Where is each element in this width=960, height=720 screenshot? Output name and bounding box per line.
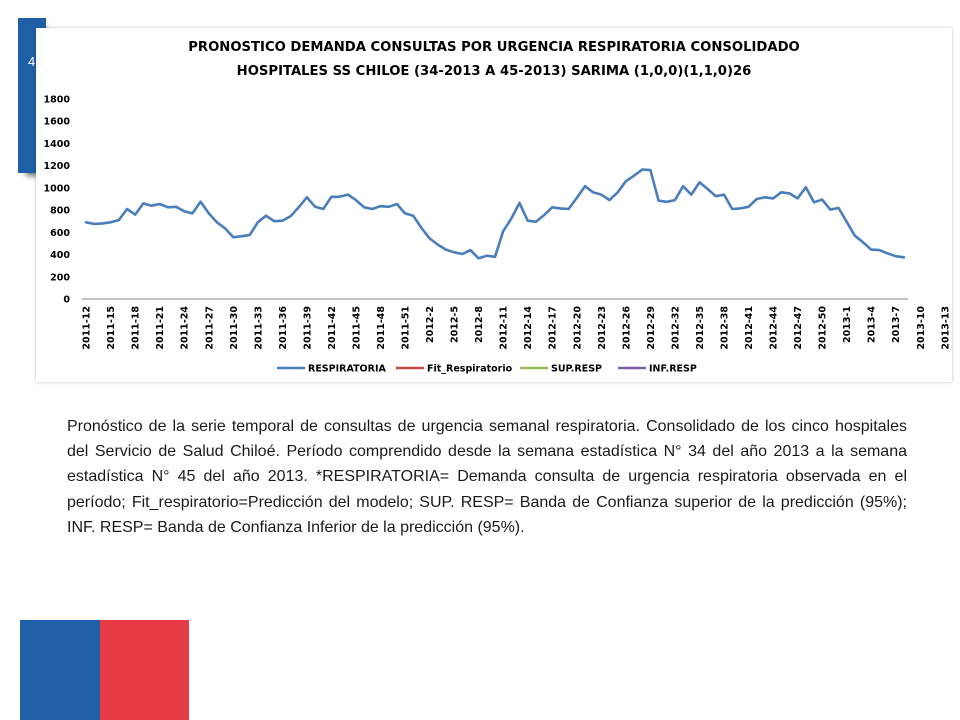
y-tick-label: 1000 bbox=[43, 183, 70, 195]
x-tick-label: 2012-5 bbox=[449, 306, 461, 343]
x-tick-label: 2012-2 bbox=[425, 306, 437, 343]
x-tick-label: 2012-32 bbox=[670, 306, 682, 350]
x-tick-label: 2011-48 bbox=[376, 306, 388, 350]
x-tick-label: 2011-15 bbox=[106, 306, 118, 350]
x-tick-label: 2012-11 bbox=[498, 306, 510, 350]
x-tick-label: 2011-24 bbox=[179, 306, 191, 350]
x-tick-label: 2011-36 bbox=[277, 306, 289, 350]
legend bbox=[277, 364, 697, 375]
x-tick-label: 2011-30 bbox=[228, 306, 240, 350]
y-tick-label: 1800 bbox=[43, 94, 70, 106]
flag-bottom-blue bbox=[20, 620, 100, 720]
y-tick-label: 1400 bbox=[43, 138, 70, 150]
x-tick-label: 2013-13 bbox=[940, 306, 952, 350]
x-tick-label: 2013-10 bbox=[915, 306, 927, 350]
y-axis bbox=[44, 95, 71, 306]
chart-title-line-1: PRONOSTICO DEMANDA CONSULTAS POR URGENCIA RESPIRATORIA CONSOLIDADO bbox=[188, 40, 800, 55]
x-tick-label: 2011-45 bbox=[351, 306, 363, 350]
y-tick-label: 200 bbox=[50, 272, 70, 284]
x-tick-label: 2012-8 bbox=[474, 306, 486, 343]
x-tick-label: 2012-29 bbox=[645, 306, 657, 350]
x-tick-label: 2012-47 bbox=[793, 306, 805, 350]
x-tick-label: 2012-41 bbox=[744, 306, 756, 350]
legend-label: RESPIRATORIA bbox=[308, 363, 386, 375]
x-tick-label: 2011-12 bbox=[81, 306, 93, 350]
series-layer bbox=[86, 170, 904, 259]
x-tick-label: 2012-50 bbox=[817, 306, 829, 350]
x-axis bbox=[82, 299, 960, 350]
chart-title-line-2: HOSPITALES SS CHILOE (34-2013 A 45-2013) SARIMA (1,0,0)(1,1,0)26 bbox=[236, 64, 752, 79]
x-tick-label: 2013-4 bbox=[866, 306, 878, 343]
slide-number: 4 bbox=[28, 54, 36, 69]
y-tick-label: 0 bbox=[63, 294, 70, 306]
figure-caption: Pronóstico de la serie temporal de consultas de urgencia semanal respiratoria. Consolidado de los cinco hospitales del Servicio de Salud Chiloé. Período comprendido desde la semana estadística N° 34 del año 2013 a la semana estadística N° 45 del año 2013. *RESPIRATORIA= Demanda consulta de urgencia respiratoria observada en el período; Fit_respiratorio=Predicción del modelo; SUP. RESP= Banda de Confianza superior de la predicción (95%); INF. RESP= Banda de Confianza Inferior de la predicción (95%). bbox=[67, 418, 907, 536]
legend-label: INF.RESP bbox=[649, 363, 697, 375]
flag-bottom-red bbox=[100, 620, 189, 720]
x-tick-label: 2011-39 bbox=[302, 306, 314, 350]
x-tick-label: 2012-38 bbox=[719, 306, 731, 350]
x-tick-label: 2012-23 bbox=[596, 306, 608, 350]
x-tick-label: 2013-7 bbox=[891, 306, 903, 343]
x-tick-label: 2012-26 bbox=[621, 306, 633, 350]
y-tick-label: 1600 bbox=[43, 116, 70, 128]
y-tick-label: 1200 bbox=[43, 161, 70, 173]
x-tick-label: 2012-44 bbox=[768, 306, 780, 350]
x-tick-label: 2013-1 bbox=[842, 306, 854, 343]
x-tick-label: 2012-17 bbox=[547, 306, 559, 350]
x-tick-label: 2011-27 bbox=[204, 306, 216, 350]
x-tick-label: 2012-35 bbox=[694, 306, 706, 350]
y-tick-label: 400 bbox=[50, 250, 70, 262]
x-tick-label: 2011-51 bbox=[400, 306, 412, 350]
series-line-respiratoria bbox=[86, 170, 904, 259]
x-tick-label: 2011-33 bbox=[253, 306, 265, 350]
x-tick-label: 2011-42 bbox=[326, 306, 338, 350]
x-tick-label: 2012-20 bbox=[572, 306, 584, 350]
y-tick-label: 600 bbox=[50, 227, 70, 239]
legend-label: SUP.RESP bbox=[551, 363, 602, 375]
y-tick-label: 800 bbox=[50, 205, 70, 217]
legend-label: Fit_Respiratorio bbox=[427, 363, 513, 375]
x-tick-label: 2011-21 bbox=[155, 306, 167, 350]
x-tick-label: 2011-18 bbox=[130, 306, 142, 350]
x-tick-label: 2012-14 bbox=[523, 306, 535, 350]
